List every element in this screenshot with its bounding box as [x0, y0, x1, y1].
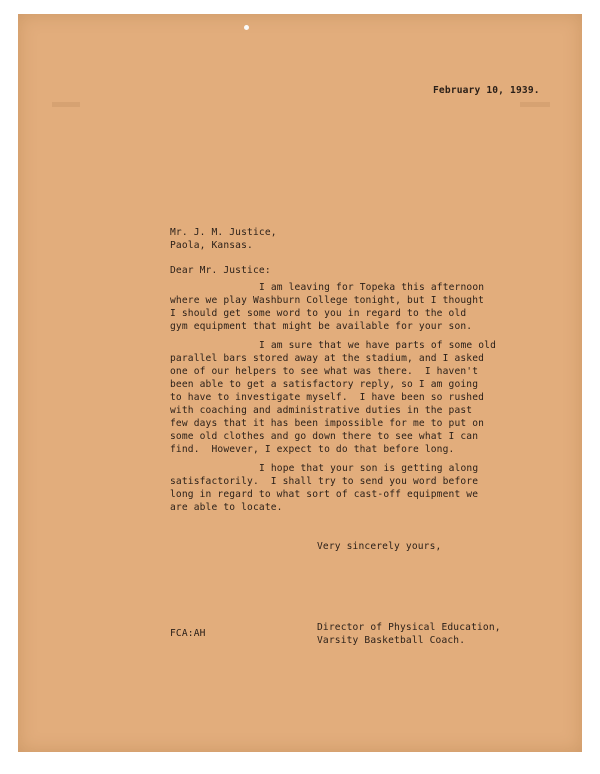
paragraph-1-line: I am leaving for Topeka this afternoon	[259, 282, 485, 293]
signature-title-line: Director of Physical Education,	[317, 622, 501, 633]
faint-mark-right	[520, 102, 550, 107]
faint-mark-left	[52, 102, 80, 107]
paragraph-1-line: gym equipment that might be available for your son.	[170, 321, 473, 332]
punch-hole	[244, 25, 249, 30]
paragraph-1-line: I should get some word to you in regard to the old	[170, 308, 467, 319]
paragraph-2-line: been able to get a satisfactory reply, so I am going	[170, 379, 479, 390]
paragraph-2-line: to have to investigate myself. I have been so rushed	[170, 392, 485, 403]
paragraph-2-line: with coaching and administrative duties in the past	[170, 405, 473, 416]
paragraph-2-line: parallel bars stored away at the stadium, and I asked	[170, 353, 485, 364]
paragraph-2-line: find. However, I expect to do that before long.	[170, 444, 455, 455]
recipient-name: Mr. J. M. Justice,	[170, 227, 277, 238]
recipient-location: Paola, Kansas.	[170, 240, 253, 251]
reference-initials: FCA:AH	[170, 628, 206, 639]
letter-date: February 10, 1939.	[433, 85, 540, 96]
paragraph-3-line: I hope that your son is getting along	[259, 463, 479, 474]
paragraph-1-line: where we play Washburn College tonight, but I thought	[170, 295, 485, 306]
closing: Very sincerely yours,	[317, 541, 442, 552]
paragraph-2-line: few days that it has been impossible for me to put on	[170, 418, 485, 429]
paragraph-3-line: long in regard to what sort of cast-off equipment we	[170, 489, 479, 500]
paragraph-2-line: one of our helpers to see what was there. I haven't	[170, 366, 479, 377]
paragraph-2-line: I am sure that we have parts of some old	[259, 340, 497, 351]
signature-title-line: Varsity Basketball Coach.	[317, 635, 466, 646]
paragraph-2-line: some old clothes and go down there to see what I can	[170, 431, 479, 442]
paragraph-3-line: are able to locate.	[170, 502, 283, 513]
salutation: Dear Mr. Justice:	[170, 265, 271, 276]
paragraph-3-line: satisfactorily. I shall try to send you word before	[170, 476, 479, 487]
